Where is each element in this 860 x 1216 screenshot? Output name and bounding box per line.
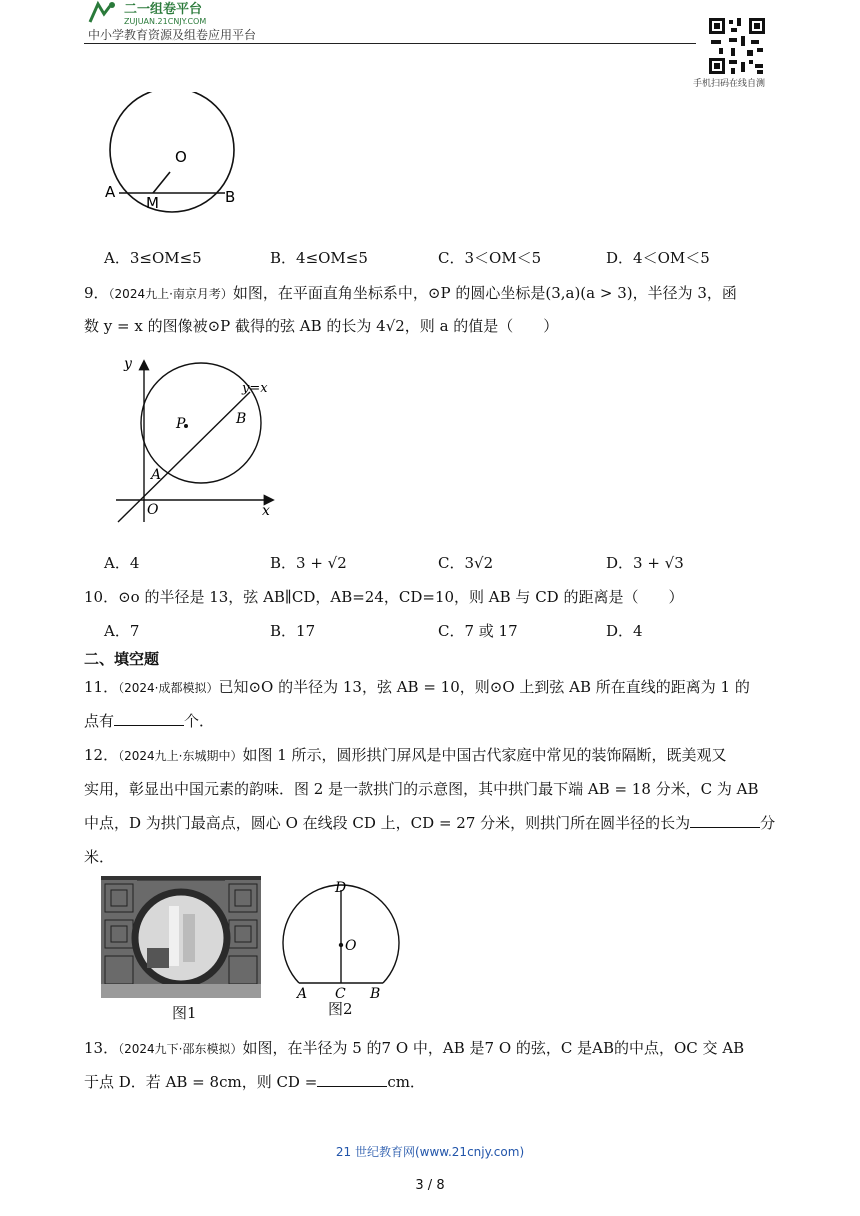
q10-option-c: C．7 或 17 — [438, 622, 518, 640]
q8-option-a: A．3≤OM≤5 — [104, 249, 202, 267]
q11-answer-blank[interactable] — [114, 711, 184, 726]
q9-source: （2024九上·南京月考） — [108, 287, 233, 301]
q13-stem-line2: 于点 D．若 AB = 8cm，则 CD = cm． — [84, 1073, 425, 1091]
q13-source: （2024九下·邵东模拟） — [118, 1042, 243, 1056]
svg-text:y: y — [124, 356, 132, 372]
q9-stem-line2: 数 y = x 的图像被⊙P 截得的弦 AB 的长为 4√2，则 a 的值是（ ） — [84, 317, 559, 335]
header-divider — [84, 43, 696, 44]
moon-gate-photo — [101, 876, 261, 998]
svg-text:二一组卷平台: 二一组卷平台 — [124, 2, 203, 17]
qr-code-icon[interactable] — [707, 16, 767, 76]
svg-text:O: O — [345, 938, 357, 954]
svg-text:A: A — [105, 183, 116, 201]
q11-source: （2024·成都模拟） — [118, 681, 219, 695]
q9-stem-line1: 9．（2024九上·南京月考）如图，在平面直角坐标系中，⊙P 的圆心坐标是(3,a)(a > 3)，半径为 3，函 — [84, 284, 737, 302]
svg-text:P: P — [176, 416, 186, 432]
figure1-caption: 图1 — [172, 1004, 197, 1022]
q9-option-a: A．4 — [104, 554, 140, 572]
q8-option-c: C．3＜OM＜5 — [438, 249, 542, 267]
svg-text:B: B — [225, 188, 236, 206]
qr-caption: 手机扫码在线自测 — [693, 79, 766, 89]
footer-site-link[interactable]: 21 世纪教育网(www.21cnjy.com) — [335, 1145, 525, 1159]
q10-option-b: B．17 — [270, 622, 316, 640]
q10-option-d: D．4 — [606, 622, 643, 640]
q9-coordinate-figure — [110, 352, 280, 527]
q13-stem-line1: 13．（2024九下·邵东模拟）如图，在半径为 5 的7 O 中，AB 是7 O 的弦，C 是AB的中点，OC 交 AB — [84, 1039, 745, 1057]
q8-option-d: D．4＜OM＜5 — [606, 249, 710, 267]
q11-stem-line2: 点有 个． — [84, 712, 215, 730]
q13-answer-blank[interactable] — [317, 1072, 387, 1087]
svg-text:O: O — [175, 148, 187, 166]
q12-answer-blank[interactable] — [690, 813, 760, 828]
svg-text:A: A — [297, 986, 308, 1002]
page-number: 3 / 8 — [415, 1178, 445, 1193]
q12-stem-line1: 12．（2024九上·东城期中）如图 1 所示，圆形拱门屏风是中国古代家庭中常见的装饰隔断，既美观又 — [84, 746, 727, 764]
q12-stem-line3: 中点，D 为拱门最高点，圆心 O 在线段 CD 上，CD = 27 分米，则拱门所在圆半径的长为 分 — [84, 814, 776, 832]
q9-option-d: D．3 + √3 — [606, 554, 684, 572]
arch-diagram — [276, 878, 406, 1004]
header-subtitle: 中小学教育资源及组卷应用平台 — [88, 28, 257, 42]
q10-option-a: A．7 — [104, 622, 140, 640]
q11-stem-line1: 11．（2024·成都模拟）已知⊙O 的半径为 13，弦 AB = 10，则⊙O 上到弦 AB 所在直线的距离为 1 的 — [84, 678, 750, 696]
svg-text:x: x — [262, 503, 270, 519]
svg-text:C: C — [335, 986, 346, 1002]
q10-stem: 10．⊙o 的半径是 13，弦 AB∥CD，AB=24，CD=10，则 AB 与 CD 的距离是（ ） — [84, 588, 684, 606]
svg-text:B: B — [370, 986, 381, 1002]
svg-text:ZUJUAN.21CNJY.COM: ZUJUAN.21CNJY.COM — [124, 17, 207, 26]
svg-text:O: O — [147, 502, 159, 518]
svg-text:D: D — [335, 880, 347, 896]
svg-text:A: A — [151, 467, 162, 483]
q8-option-b: B．4≤OM≤5 — [270, 249, 368, 267]
q8-circle-figure — [100, 92, 240, 216]
q9-option-c: C．3√2 — [438, 554, 494, 572]
svg-text:M: M — [146, 194, 159, 212]
brand-logo — [88, 0, 278, 26]
q12-source: （2024九上·东城期中） — [118, 749, 243, 763]
figure2-caption: 图2 — [328, 1000, 353, 1018]
q9-option-b: B．3 + √2 — [270, 554, 347, 572]
svg-text:B: B — [236, 411, 247, 427]
q12-stem-line4: 米． — [84, 848, 115, 866]
section-title-fill-in: 二、填空题 — [84, 650, 160, 668]
q12-stem-line2: 实用，彰显出中国元素的韵味．图 2 是一款拱门的示意图，其中拱门最下端 AB = 18 分米，C 为 AB — [84, 780, 759, 798]
svg-text:y=x: y=x — [242, 381, 268, 396]
